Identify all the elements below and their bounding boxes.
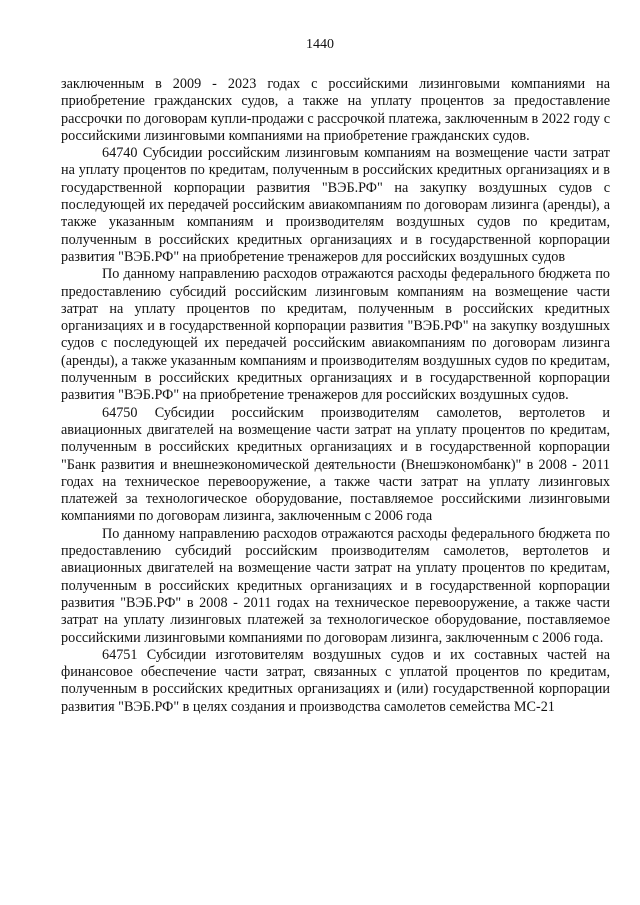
page-number: 1440 [306,37,334,52]
document-body [61,76,610,716]
paragraph-64750-heading: 64750 Субсидии российским производителям самолетов, вертолетов и авиационных двигателей на возмещение части затрат на уплату процентов по кредитам, полученным в российских кредитных организациях и в государственной корпорации "Банк развития и внешнеэкономической деятельности (Внешэкономбанк)" в 2008 - 2011 годах на техническое перевооружение, а также части затрат на уплату лизинговых платежей за технологическое оборудование, поставляемое российскими лизинговыми компаниями по договорам лизинга, заключенным с 2006 года [61,404,610,525]
paragraph-64750-description: По данному направлению расходов отражаются расходы федерального бюджета по предоставлению субсидий российским производителям самолетов, вертолетов и авиационных двигателей на возмещение части затрат на уплату процентов по кредитам, полученным в российских кредитных организациях и в государственной корпорации развития "ВЭБ.РФ" в 2008 - 2011 годах на техническое перевооружение, а также части затрат на уплату лизинговых платежей за технологическое оборудование, поставляемое российскими лизинговыми компаниями по договорам лизинга, заключенным с 2006 года. [61,525,610,646]
paragraph-64751-heading: 64751 Субсидии изготовителям воздушных судов и их составных частей на финансовое обеспечение части затрат, связанных с уплатой процентов по кредитам, полученным в российских кредитных организациях и (или) государственной корпорации развития "ВЭБ.РФ" в целях создания и производства самолетов семейства МС-21 [61,646,610,715]
paragraph-64740-description: По данному направлению расходов отражаются расходы федерального бюджета по предоставлению субсидий российским лизинговым компаниям на возмещение части затрат на уплату процентов по кредитам, полученным в российских кредитных организациях и в государственной корпорации развития "ВЭБ.РФ" на закупку воздушных судов с последующей их передачей российским авиакомпаниям по договорам лизинга (аренды), а также указанным компаниям и производителям воздушных судов по кредитам, полученным в российских кредитных организациях и в государственной корпорации развития "ВЭБ.РФ" на приобретение тренажеров для российских воздушных судов. [61,266,610,404]
paragraph-64740-heading: 64740 Субсидии российским лизинговым компаниям на возмещение части затрат на уплату процентов по кредитам, полученным в российских кредитных организациях и в государственной корпорации развития "ВЭБ.РФ" на закупку воздушных судов с последующей их передачей российским авиакомпаниям по договорам лизинга (аренды), а также указанным компаниям и производителям воздушных судов по кредитам, полученным в российских кредитных организациях и в государственной корпорации развития "ВЭБ.РФ" на приобретение тренажеров для российских воздушных судов [61,145,610,265]
paragraph-continuation: заключенным в 2009 - 2023 годах с российскими лизинговыми компаниями на приобретение гражданских судов, а также на уплату процентов за предоставление рассрочки по договорам купли-продажи с рассрочкой платежа, заключенным в 2022 году с российскими лизинговыми компаниями на приобретение гражданских судов. [61,76,610,144]
